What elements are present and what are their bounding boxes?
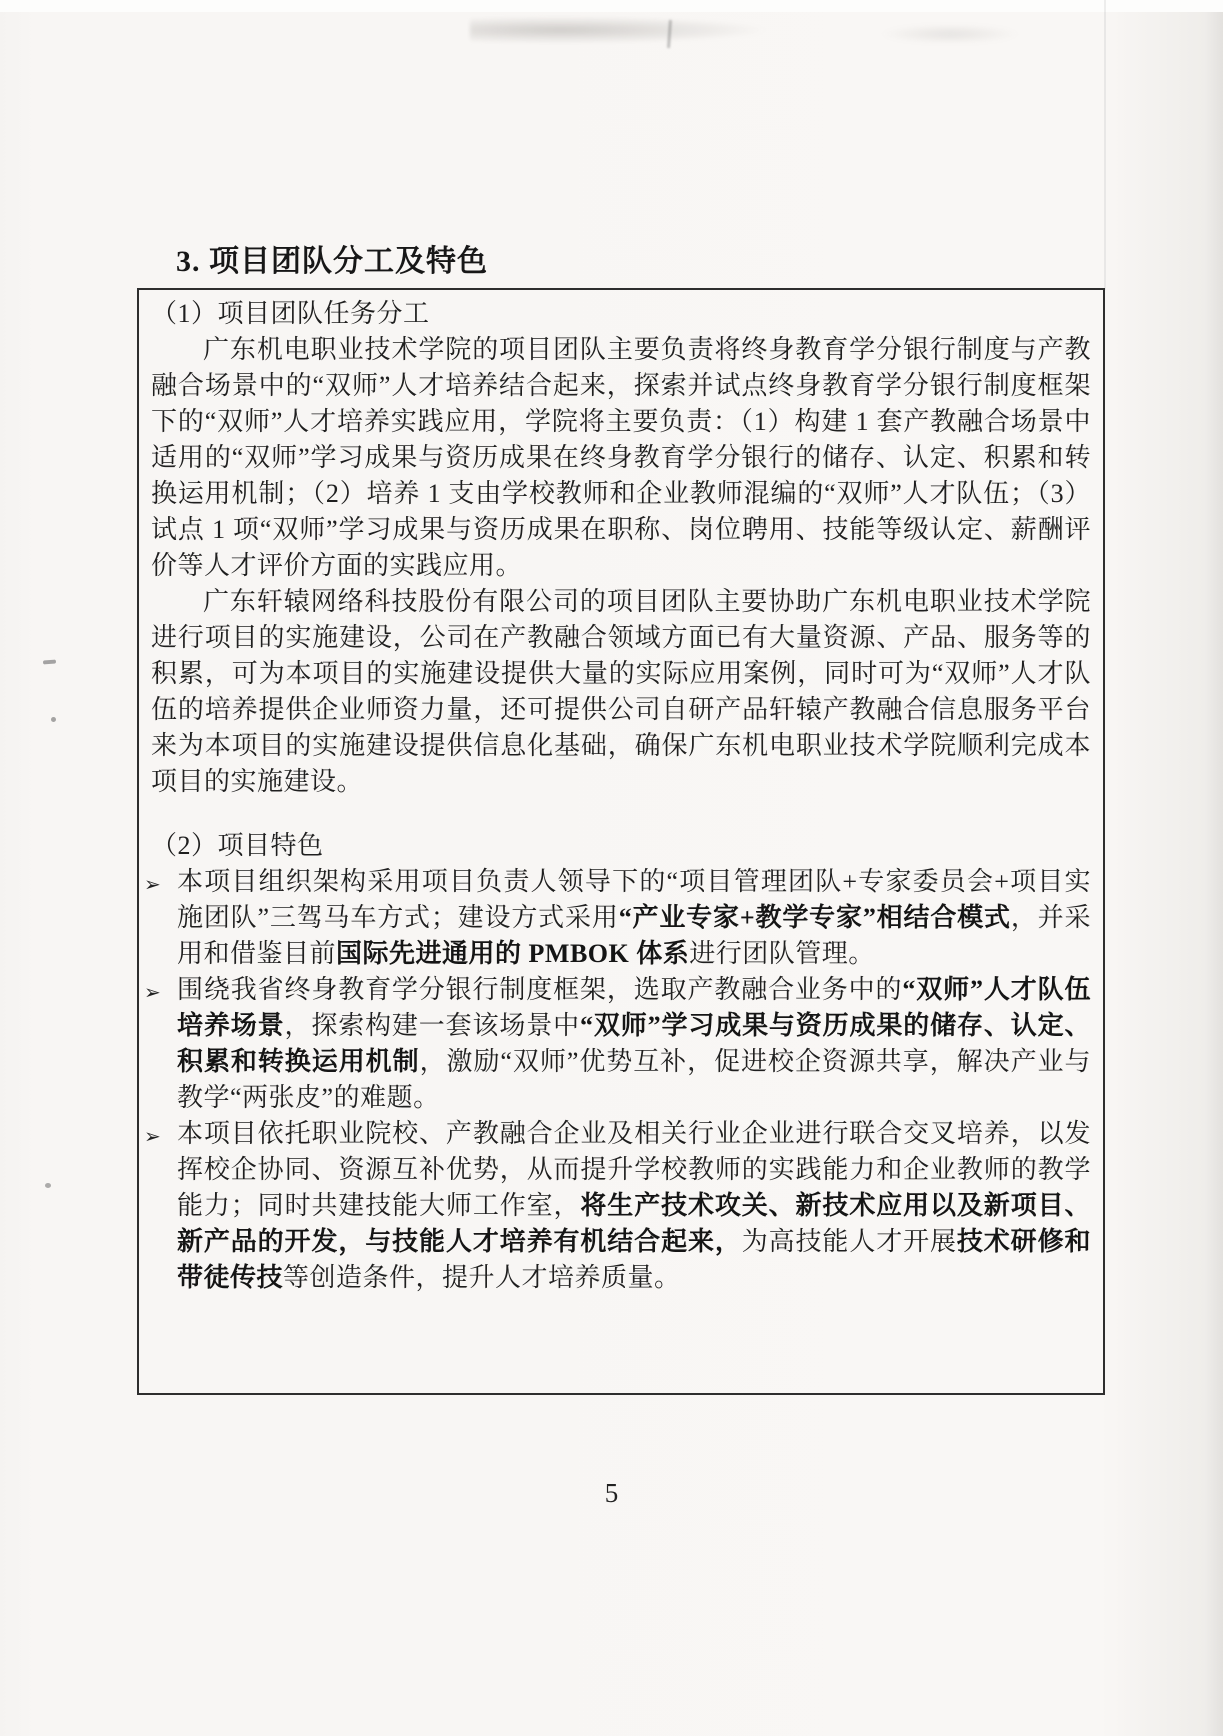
blank-line-spacer bbox=[151, 800, 1091, 828]
text-run: 为高技能人才开展 bbox=[741, 1227, 957, 1256]
paragraph bbox=[151, 584, 1091, 800]
scan-edge-strip bbox=[0, 0, 1223, 12]
text-run: ，激励“双师”优势互补，促进校企资源共享，解决产业与教学“两张皮”的难题。 bbox=[177, 1047, 1091, 1112]
paragraph bbox=[151, 332, 1091, 584]
text-run: 围绕我省终身教育学分银行制度框架，选取产教融合业务中的 bbox=[177, 975, 903, 1004]
section-title: 3. 项目团队分工及特色 bbox=[176, 245, 488, 279]
bullet-item bbox=[144, 864, 1091, 972]
bold-text-run: 国际先进通用的 PMBOK 体系 bbox=[336, 939, 690, 968]
bullet-item bbox=[144, 1116, 1091, 1296]
bold-text-run: “双师”人才队伍培养场景 bbox=[177, 975, 1091, 1040]
scan-fold-line bbox=[1104, 0, 1106, 290]
text-run: 本项目依托职业院校、产教融合企业及相关行业企业进行联合交叉培养，以发挥校企协同、资源互补优势，从而提升学校教师的实践能力和企业教师的教学能力；同时共建技能大师工作室， bbox=[177, 1119, 1091, 1220]
text-run: 等创造条件，提升人才培养质量。 bbox=[283, 1263, 681, 1292]
text-run: 广东机电职业技术学院的项目团队主要负责将终身教育学分银行制度与产教融合场景中的“双师”人才培养结合起来，探索并试点终身教育学分银行制度框架下的“双师”人才培养实践应用，学院将主要负责：（1）构建 1 套产教融合场景中适用的“双师”学习成果与资历成果在终身教育学分银行的储存、认定、积累和转换运用机制；（2）培养 1 支由学校教师和企业教师混编的“双师”人才队伍；（3）试点 1 项“双师”学习成果与资历成果在职称、岗位聘用、技能等级认定、薪酬评价等人才评价方面的实践应用。 bbox=[151, 335, 1091, 580]
scan-artifact-dot bbox=[51, 717, 56, 722]
text-run: 广东轩辕网络科技股份有限公司的项目团队主要协助广东机电职业技术学院进行项目的实施建设，公司在产教融合领域方面已有大量资源、产品、服务等的积累，可为本项目的实施建设提供大量的实际应用案例，同时可为“双师”人才队伍的培养提供企业师资力量，还可提供公司自研产品轩辕产教融合信息服务平台来为本项目的实施建设提供信息化基础，确保广东机电职业技术学院顺利完成本项目的实施建设。 bbox=[151, 587, 1091, 796]
bullet-item bbox=[144, 972, 1091, 1116]
scan-artifact-dash bbox=[43, 660, 56, 665]
section-1-paragraphs bbox=[151, 332, 1091, 800]
subsection-1-heading: （1）项目团队任务分工 bbox=[151, 299, 430, 328]
bullet-arrow-icon: ➢ bbox=[144, 1124, 162, 1148]
content-box bbox=[137, 288, 1105, 1395]
text-run: 进行团队管理。 bbox=[689, 939, 875, 968]
bold-text-run: “双师”学习成果与资历成果的储存、认定、积累和转换运用机制 bbox=[177, 1011, 1091, 1076]
section-2-bullets bbox=[144, 864, 1091, 1296]
scan-smudge bbox=[470, 16, 770, 44]
text-run: ，探索构建一套该场景中 bbox=[284, 1011, 580, 1040]
bold-text-run: 将生产技术攻关、新技术应用以及新项目、新产品的开发，与技能人才培养有机结合起来， bbox=[177, 1191, 1091, 1256]
scan-artifact-dot bbox=[45, 1183, 51, 1188]
text-run: ，并采用和借鉴目前 bbox=[177, 903, 1091, 968]
page-number: 5 bbox=[604, 1478, 619, 1508]
bullet-arrow-icon: ➢ bbox=[144, 980, 162, 1004]
bold-text-run: 技术研修和带徒传技 bbox=[177, 1227, 1091, 1292]
subsection-2-heading: （2）项目特色 bbox=[151, 831, 324, 860]
text-run: 本项目组织架构采用项目负责人领导下的“项目管理团队+专家委员会+项目实施团队”三驾马车方式；建设方式采用 bbox=[177, 867, 1091, 932]
bullet-arrow-icon: ➢ bbox=[144, 872, 162, 896]
scan-smudge-faint bbox=[880, 24, 1020, 44]
bold-text-run: “产业专家+教学专家”相结合模式 bbox=[618, 903, 1011, 932]
